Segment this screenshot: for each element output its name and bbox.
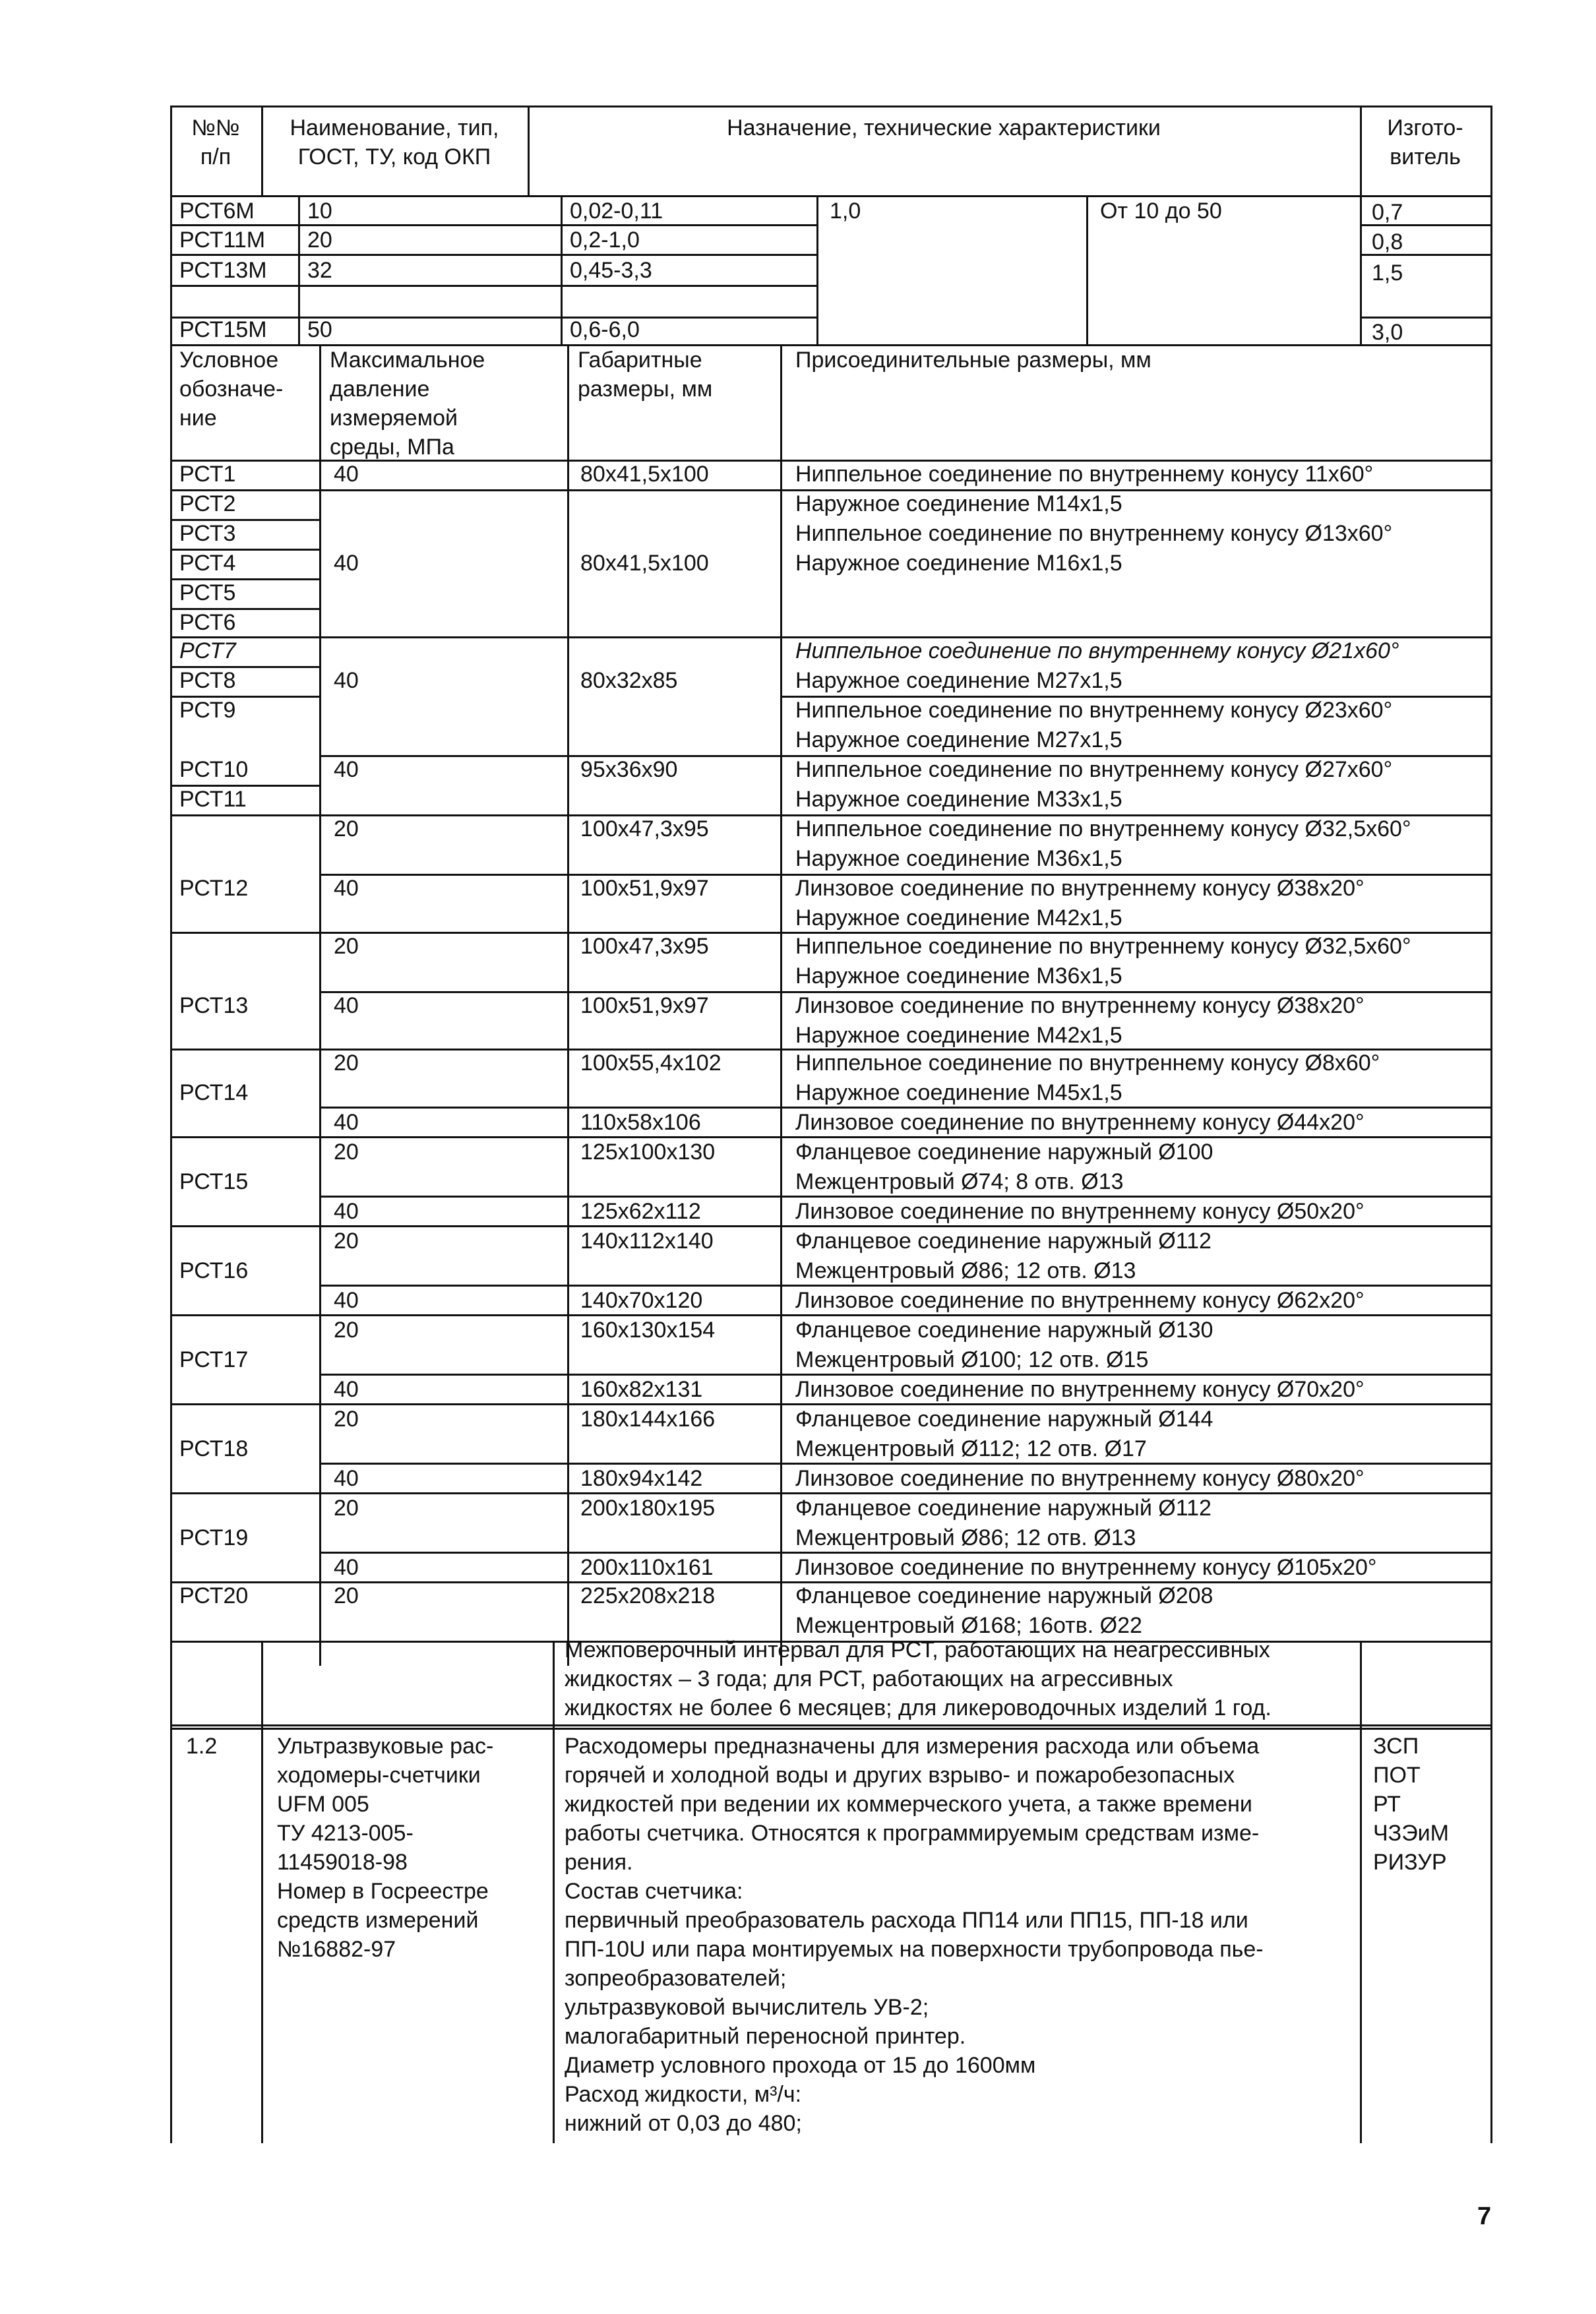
row-connection: Ниппельное соединение по внутреннему конусу Ø8x60° <box>795 1050 1380 1076</box>
item-name-line: 11459018-98 <box>277 1850 408 1875</box>
row-pressure: 40 <box>334 1199 359 1224</box>
row-pressure: 20 <box>334 934 359 959</box>
row-pressure: 20 <box>334 1583 359 1608</box>
rule <box>561 195 563 346</box>
header-text: №№ <box>191 115 240 140</box>
row-pressure: 20 <box>334 816 359 841</box>
subheader-dimensions <box>578 346 712 404</box>
rule <box>1490 106 1492 2143</box>
header-col-purpose: Назначение, технические характеристики <box>727 115 1161 140</box>
row-designation: РСТ1 <box>179 462 236 487</box>
row-connection: Наружное соединение М36х1,5 <box>795 963 1122 989</box>
row-connection: Межцентровый Ø86; 12 отв. Ø13 <box>795 1258 1136 1283</box>
top-row-value: 3,0 <box>1372 320 1403 345</box>
row-connection: Линзовое соединение по внутреннему конусу Ø38x20° <box>795 993 1365 1018</box>
description-line: Расходомеры предназначены для измерения расхода или объема <box>565 1734 1260 1759</box>
page-number: 7 <box>1477 2203 1492 2230</box>
rule <box>1086 195 1088 346</box>
row-connection: Фланцевое соединение наружный Ø130 <box>795 1318 1213 1343</box>
rule <box>780 344 782 1666</box>
row-pressure: 40 <box>334 757 359 782</box>
top-row-dn: 20 <box>307 228 332 253</box>
row-dimensions: 160x82x131 <box>580 1377 703 1402</box>
row-designation: РСТ16 <box>179 1258 249 1283</box>
top-row-range: 0,45-3,3 <box>570 258 652 283</box>
description-line: Расход жидкости, м³/ч: <box>565 2082 802 2107</box>
row-pressure: 20 <box>334 1229 359 1254</box>
description-line: рения. <box>565 1850 633 1875</box>
row-pressure: 20 <box>334 1496 359 1521</box>
top-row-dn: 10 <box>307 198 332 224</box>
rule <box>1360 195 1362 346</box>
row-connection: Межцентровый Ø168; 16отв. Ø22 <box>795 1613 1142 1638</box>
row-connection: Линзовое соединение по внутреннему конусу Ø44x20° <box>795 1110 1365 1135</box>
row-connection: Межцентровый Ø74; 8 отв. Ø13 <box>795 1169 1124 1194</box>
row-connection: Наружное соединение М16х1,5 <box>795 551 1122 576</box>
row-designation: РСТ7 <box>179 638 236 663</box>
rule <box>170 106 1492 107</box>
row-dimensions: 180x94x142 <box>580 1466 703 1491</box>
row-connection: Межцентровый Ø100; 12 отв. Ø15 <box>795 1347 1149 1372</box>
subheader-max-pressure <box>330 346 485 462</box>
top-common-pressure: 1,0 <box>830 198 861 224</box>
row-dimensions: 100x51,9x97 <box>580 876 709 901</box>
row-connection: Линзовое соединение по внутреннему конусу Ø62x20° <box>795 1288 1365 1313</box>
row-connection: Наружное соединение М42х1,5 <box>795 905 1122 930</box>
row-connection: Линзовое соединение по внутреннему конусу Ø105x20° <box>795 1555 1377 1580</box>
verification-interval-note <box>565 1635 1272 1722</box>
row-connection: Наружное соединение М27х1,5 <box>795 727 1122 752</box>
row-connection: Наружное соединение М42х1,5 <box>795 1023 1122 1048</box>
rule <box>170 1724 1492 1726</box>
top-row-dn: 32 <box>307 258 332 283</box>
rule <box>298 195 300 346</box>
rule <box>567 344 569 1666</box>
header-text: ГОСТ, ТУ, код ОКП <box>297 144 491 169</box>
description-line: Диаметр условного прохода от 15 до 1600мм <box>565 2053 1036 2078</box>
description-line: горячей и холодной воды и других взрыво- и пожаробезопасных <box>565 1763 1235 1788</box>
header-text: Наименование, тип, <box>290 115 499 140</box>
item-name-line: Номер в Госреестре <box>277 1879 489 1904</box>
top-row-range: 0,2-1,0 <box>570 228 640 253</box>
row-designation: РСТ18 <box>179 1436 249 1461</box>
row-dimensions: 225x208x218 <box>580 1583 716 1608</box>
top-row-range: 0,6-6,0 <box>570 317 640 342</box>
row-dimensions: 100x51,9x97 <box>580 993 709 1018</box>
row-connection: Межцентровый Ø112; 12 отв. Ø17 <box>795 1436 1147 1461</box>
row-dimensions: 95x36x90 <box>580 757 678 782</box>
row-pressure: 20 <box>334 1318 359 1343</box>
row-dimensions: 180x144x166 <box>580 1407 716 1432</box>
subheader-text: измеряемой <box>330 406 458 431</box>
item-name-line: UFM 005 <box>277 1792 369 1817</box>
row-designation: РСТ19 <box>179 1525 249 1550</box>
row-pressure: 40 <box>334 668 359 693</box>
subheader-text: ние <box>179 406 217 431</box>
row-pressure: 20 <box>334 1407 359 1432</box>
subheader-text: среды, МПа <box>330 435 454 460</box>
top-row-value: 1,5 <box>1372 260 1403 286</box>
subheader-designation <box>179 346 283 433</box>
row-dimensions: 125x100x130 <box>580 1140 716 1165</box>
description-line: работы счетчика. Относятся к программируемым средствам изме- <box>565 1821 1260 1846</box>
rule <box>170 106 172 2143</box>
manufacturer-code: РИЗУР <box>1373 1850 1447 1875</box>
top-row-value: 0,8 <box>1372 229 1403 255</box>
row-connection: Ниппельное соединение по внутреннему конусу Ø21x60° <box>795 638 1399 663</box>
header-col-number <box>170 113 261 171</box>
header-text: витель <box>1390 144 1461 169</box>
description-line: первичный преобразователь расхода ПП14 или ПП15, ПП-18 или <box>565 1908 1248 1933</box>
header-text: Изгото- <box>1387 115 1463 140</box>
row-connection: Линзовое соединение по внутреннему конусу Ø50x20° <box>795 1199 1365 1224</box>
row-designation: РСТ10 <box>179 757 249 782</box>
row-dimensions: 80x41,5x100 <box>580 462 709 487</box>
manufacturer-code: РТ <box>1373 1792 1401 1817</box>
row-connection: Ниппельное соединение по внутреннему конусу Ø32,5x60° <box>795 816 1411 841</box>
row-designation: РСТ13 <box>179 993 249 1018</box>
item-name <box>277 1732 493 1964</box>
rule <box>261 1641 263 2143</box>
row-designation: РСТ12 <box>179 876 249 901</box>
row-connection: Фланцевое соединение наружный Ø112 <box>795 1496 1212 1521</box>
row-connection: Ниппельное соединение по внутреннему конусу 11x60° <box>795 462 1374 487</box>
row-connection: Наружное соединение М36х1,5 <box>795 846 1122 871</box>
top-row-dn: 50 <box>307 317 332 342</box>
row-connection: Ниппельное соединение по внутреннему конусу Ø13x60° <box>795 521 1393 546</box>
row-designation: РСТ4 <box>179 551 236 576</box>
item-name-line: ТУ 4213-005- <box>277 1821 414 1846</box>
row-dimensions: 110x58x106 <box>580 1110 701 1135</box>
row-pressure: 40 <box>334 1555 359 1580</box>
row-connection: Ниппельное соединение по внутреннему конусу Ø23x60° <box>795 698 1393 723</box>
row-dimensions: 160x130x154 <box>580 1318 716 1343</box>
note-line: жидкостях – 3 года; для РСТ, работающих на агрессивных <box>565 1666 1173 1691</box>
row-dimensions: 200x180x195 <box>580 1496 716 1521</box>
row-dimensions: 100x47,3x95 <box>580 934 709 959</box>
row-connection: Фланцевое соединение наружный Ø100 <box>795 1140 1213 1165</box>
header-col-maker <box>1360 113 1490 171</box>
row-connection: Фланцевое соединение наружный Ø144 <box>795 1407 1213 1432</box>
rule <box>319 344 321 1666</box>
row-dimensions: 100x47,3x95 <box>580 816 709 841</box>
subheader-text: Максимальное <box>330 348 485 373</box>
top-row-name: РСТ13М <box>179 258 267 283</box>
row-designation: РСТ2 <box>179 491 236 516</box>
row-pressure: 40 <box>334 993 359 1018</box>
row-connection: Межцентровый Ø86; 12 отв. Ø13 <box>795 1525 1136 1550</box>
item-manufacturers <box>1373 1732 1449 1877</box>
description-line: Состав счетчика: <box>565 1879 743 1904</box>
row-connection: Фланцевое соединение наружный Ø112 <box>795 1229 1212 1254</box>
item-name-line: Ультразвуковые рас- <box>277 1734 494 1759</box>
row-connection: Ниппельное соединение по внутреннему конусу Ø27x60° <box>795 757 1393 782</box>
subheader-text: размеры, мм <box>578 377 713 402</box>
rule <box>553 1641 555 2143</box>
item-name-line: №16882-97 <box>277 1937 396 1962</box>
subheader-text: Условное <box>179 348 279 373</box>
top-row-name: РСТ11М <box>179 228 266 253</box>
description-line: зопреобразователей; <box>565 1966 787 1991</box>
row-designation: РСТ9 <box>179 698 236 723</box>
rule <box>816 195 818 346</box>
header-text: п/п <box>200 144 231 169</box>
row-pressure: 40 <box>334 462 359 487</box>
row-connection: Наружное соединение М33х1,5 <box>795 787 1122 812</box>
row-dimensions: 100x55,4x102 <box>580 1050 721 1076</box>
row-designation: РСТ14 <box>179 1080 249 1105</box>
row-dimensions: 125x62x112 <box>580 1199 701 1224</box>
top-row-value: 0,7 <box>1372 200 1403 225</box>
row-connection: Линзовое соединение по внутреннему конусу Ø80x20° <box>795 1466 1365 1491</box>
row-connection: Ниппельное соединение по внутреннему конусу Ø32,5x60° <box>795 934 1411 959</box>
rule <box>170 317 816 319</box>
row-designation: РСТ20 <box>179 1583 249 1608</box>
subheader-text: давление <box>330 377 430 402</box>
row-pressure: 40 <box>334 1288 359 1313</box>
header-col-name <box>261 113 528 171</box>
top-row-name: РСТ15М <box>179 317 267 342</box>
row-designation: РСТ11 <box>179 787 247 812</box>
row-designation: РСТ6 <box>179 610 236 635</box>
row-designation: РСТ5 <box>179 580 236 605</box>
subheader-connections: Присоединительные размеры, мм <box>795 348 1151 373</box>
row-dimensions: 80x32x85 <box>580 668 678 693</box>
row-pressure: 20 <box>334 1050 359 1076</box>
item-name-line: средств измерений <box>277 1908 479 1933</box>
description-line: жидкостей при ведении их коммерческого учета, а также времени <box>565 1792 1252 1817</box>
row-dimensions: 140x112x140 <box>580 1229 714 1254</box>
top-row-name: РСТ6М <box>179 198 255 224</box>
rule <box>1360 1641 1362 2143</box>
manufacturer-code: ЧЗЭиМ <box>1373 1821 1449 1846</box>
row-pressure: 40 <box>334 1466 359 1491</box>
row-dimensions: 80x41,5x100 <box>580 551 709 576</box>
row-designation: РСТ3 <box>179 521 236 546</box>
row-connection: Наружное соединение М27х1,5 <box>795 668 1122 693</box>
row-pressure: 40 <box>334 876 359 901</box>
row-designation: РСТ17 <box>179 1347 249 1372</box>
note-line: жидкостях не более 6 месяцев; для ликероводочных изделий 1 год. <box>565 1695 1272 1720</box>
row-connection: Линзовое соединение по внутреннему конусу Ø38x20° <box>795 876 1365 901</box>
row-connection: Линзовое соединение по внутреннему конусу Ø70x20° <box>795 1377 1365 1402</box>
row-dimensions: 140x70x120 <box>580 1288 703 1313</box>
row-dimensions: 200x110x161 <box>580 1555 714 1580</box>
top-row-range: 0,02-0,11 <box>570 198 663 224</box>
rule <box>170 285 816 287</box>
row-pressure: 40 <box>334 1377 359 1402</box>
description-line: ультразвуковой вычислитель УВ-2; <box>565 1995 929 2020</box>
item-description <box>565 1732 1264 2138</box>
rule <box>170 254 816 256</box>
manufacturer-code: ЗСП <box>1373 1734 1419 1759</box>
row-pressure: 40 <box>334 1110 359 1135</box>
manufacturer-code: ПОТ <box>1373 1763 1421 1788</box>
description-line: нижний от 0,03 до 480; <box>565 2111 802 2136</box>
note-line: Межповерочный интервал для РСТ, работающих на неагрессивных <box>565 1637 1270 1662</box>
row-connection: Наружное соединение М45х1,5 <box>795 1080 1122 1105</box>
row-designation: РСТ8 <box>179 668 236 693</box>
rule <box>170 224 816 226</box>
row-pressure: 20 <box>334 1140 359 1165</box>
description-line: ПП-10U или пара монтируемых на поверхности трубопровода пье- <box>565 1937 1264 1962</box>
item-number: 1.2 <box>186 1734 218 1759</box>
subheader-text: Габаритные <box>578 348 702 373</box>
row-pressure: 40 <box>334 551 359 576</box>
top-common-temperature: От 10 до 50 <box>1100 198 1222 224</box>
item-name-line: ходомеры-счетчики <box>277 1763 481 1788</box>
subheader-text: обозначе- <box>179 377 284 402</box>
row-designation: РСТ15 <box>179 1169 249 1194</box>
row-connection: Фланцевое соединение наружный Ø208 <box>795 1583 1213 1608</box>
description-line: малогабаритный переносной принтер. <box>565 2024 966 2049</box>
rule <box>170 1728 1492 1730</box>
row-connection: Наружное соединение М14х1,5 <box>795 491 1122 516</box>
